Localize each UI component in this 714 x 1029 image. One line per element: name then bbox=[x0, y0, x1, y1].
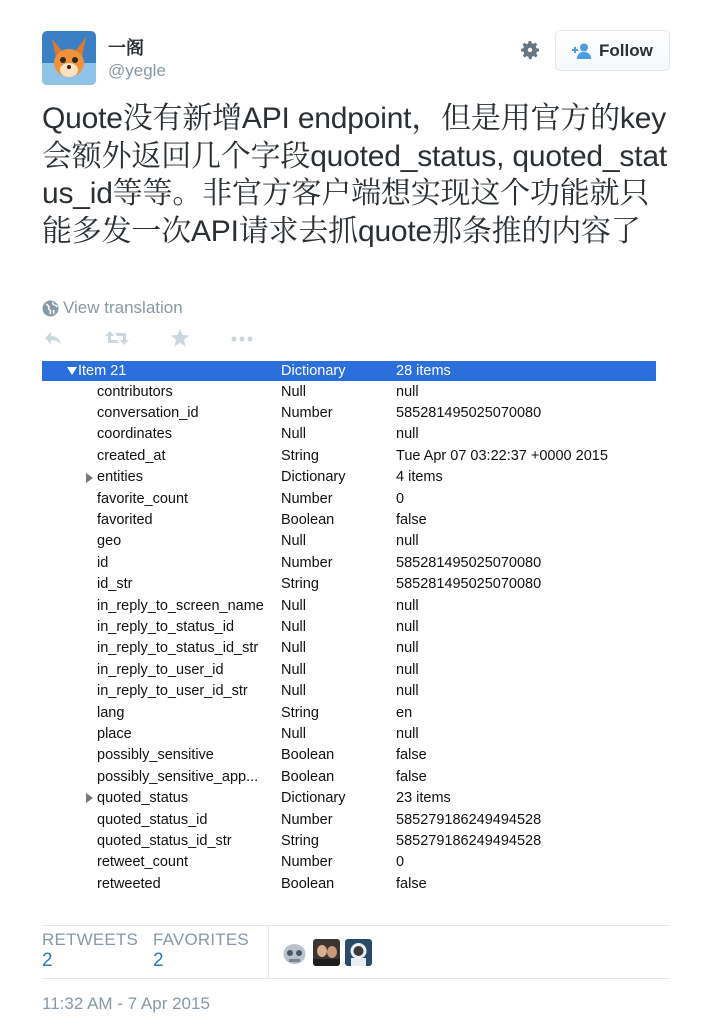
plist-type: Boolean bbox=[281, 747, 335, 764]
plist-key: coordinates bbox=[97, 426, 172, 443]
plist-key: quoted_status_id bbox=[97, 811, 208, 828]
follow-button[interactable] bbox=[555, 30, 670, 71]
plist-key: quoted_status bbox=[97, 790, 189, 807]
plist-row[interactable] bbox=[42, 852, 656, 873]
plist-key: conversation_id bbox=[97, 405, 199, 422]
plist-key: quoted_status_id_str bbox=[97, 832, 232, 849]
disclosure-open-icon bbox=[67, 367, 77, 375]
plist-key: id_str bbox=[97, 576, 133, 593]
plist-key: in_reply_to_user_id_str bbox=[97, 683, 248, 700]
plist-value: null bbox=[396, 533, 419, 550]
plist-key: retweet_count bbox=[97, 854, 189, 871]
reply-icon bbox=[42, 329, 64, 347]
globe-icon bbox=[42, 300, 59, 317]
plist-row[interactable] bbox=[42, 680, 656, 701]
author-avatar[interactable] bbox=[42, 31, 96, 85]
plist-value: 585279186249494528 bbox=[396, 811, 542, 828]
plist-type: Null bbox=[281, 533, 306, 550]
more-icon bbox=[230, 329, 254, 347]
plist-key: in_reply_to_status_id_str bbox=[97, 640, 259, 657]
plist-type: Boolean bbox=[281, 512, 335, 529]
author-screen-name[interactable]: @yegle bbox=[108, 61, 166, 80]
plist-type: Null bbox=[281, 683, 306, 700]
plist-type: String bbox=[281, 576, 319, 593]
plist-row[interactable] bbox=[42, 552, 656, 573]
plist-value: en bbox=[396, 704, 413, 721]
favoriter-avatar[interactable] bbox=[281, 939, 308, 966]
plist-type: Number bbox=[281, 811, 333, 828]
plist-value: false bbox=[396, 512, 427, 529]
favorite-button[interactable] bbox=[170, 329, 190, 347]
plist-value: null bbox=[396, 683, 419, 700]
plist-row[interactable] bbox=[42, 467, 656, 488]
plist-row[interactable] bbox=[42, 809, 656, 830]
plist-key: Item 21 bbox=[78, 363, 127, 379]
plist-value: 585281495025070080 bbox=[396, 576, 542, 593]
plist-row[interactable] bbox=[42, 381, 656, 402]
astronaut-avatar-icon bbox=[345, 939, 372, 966]
plist-row[interactable] bbox=[42, 766, 656, 787]
plist-key: possibly_sensitive_app... bbox=[97, 768, 259, 785]
plist-value: null bbox=[396, 725, 419, 742]
tweet-timestamp: 11:32 AM - 7 Apr 2015 bbox=[42, 994, 210, 1013]
plist-key: contributors bbox=[97, 383, 173, 400]
plist-value: 585281495025070080 bbox=[396, 554, 542, 571]
plist-value: 28 items bbox=[396, 363, 451, 379]
fox-avatar-icon bbox=[42, 31, 96, 85]
plist-type: Null bbox=[281, 725, 306, 742]
plist-value: null bbox=[396, 661, 419, 678]
plist-row[interactable] bbox=[42, 638, 656, 659]
plist-row[interactable] bbox=[42, 509, 656, 530]
plist-row[interactable] bbox=[42, 830, 656, 851]
plist-rows bbox=[42, 381, 656, 894]
follow-label: Follow bbox=[599, 40, 653, 60]
plist-table bbox=[42, 361, 656, 894]
plist-type: String bbox=[281, 832, 319, 849]
view-translation-label: View translation bbox=[63, 298, 183, 317]
plist-key: id bbox=[97, 554, 109, 571]
plist-type: String bbox=[281, 447, 319, 464]
plist-value: Tue Apr 07 03:22:37 +0000 2015 bbox=[396, 447, 608, 464]
plist-type: Dictionary bbox=[281, 363, 346, 379]
favorites-stat[interactable] bbox=[153, 930, 249, 972]
plist-value: null bbox=[396, 597, 419, 614]
plist-key: possibly_sensitive bbox=[97, 747, 214, 764]
retweets-count: 2 bbox=[42, 950, 53, 971]
plist-value: 4 items bbox=[396, 469, 443, 486]
plist-key: favorite_count bbox=[97, 490, 189, 507]
plist-key: lang bbox=[97, 704, 125, 721]
plist-key: created_at bbox=[97, 447, 166, 464]
divider bbox=[42, 925, 670, 926]
retweet-button[interactable] bbox=[104, 329, 130, 347]
plist-type: Number bbox=[281, 405, 333, 422]
plist-value: null bbox=[396, 426, 419, 443]
plist-type: Dictionary bbox=[281, 790, 346, 807]
plist-type: Number bbox=[281, 490, 333, 507]
favoriters-list bbox=[281, 939, 377, 966]
plist-row[interactable] bbox=[42, 702, 656, 723]
favorites-label: FAVORITES bbox=[153, 930, 249, 949]
plist-row[interactable] bbox=[42, 873, 656, 894]
favoriter-avatar[interactable] bbox=[313, 939, 340, 966]
plist-row[interactable] bbox=[42, 595, 656, 616]
plist-row[interactable] bbox=[42, 574, 656, 595]
plist-type: Null bbox=[281, 383, 306, 400]
plist-type: String bbox=[281, 704, 319, 721]
retweets-label: RETWEETS bbox=[42, 930, 139, 949]
plist-header-row[interactable] bbox=[42, 361, 656, 381]
tweet-text: Quote没有新增API endpoint，但是用官方的key会额外返回几个字段quoted_status, quoted_status_id等等。非官方客户端想实现这个功能就只能多发一次API请求去抓quote那条推的内容了 bbox=[42, 102, 667, 248]
plist-key: in_reply_to_user_id bbox=[97, 661, 224, 678]
plist-value: 585279186249494528 bbox=[396, 832, 542, 849]
gear-icon bbox=[518, 38, 542, 62]
plist-row[interactable] bbox=[42, 488, 656, 509]
plist-row[interactable] bbox=[42, 787, 656, 808]
plist-key: retweeted bbox=[97, 875, 161, 892]
plist-value: 585281495025070080 bbox=[396, 405, 542, 422]
more-button[interactable] bbox=[230, 329, 254, 347]
plist-row[interactable] bbox=[42, 445, 656, 466]
plist-row[interactable] bbox=[42, 424, 656, 445]
disclosure-closed-icon[interactable] bbox=[86, 793, 93, 803]
retweets-stat[interactable] bbox=[42, 930, 138, 972]
view-translation-link[interactable] bbox=[42, 298, 183, 318]
plist-key: place bbox=[97, 725, 132, 742]
favorites-count: 2 bbox=[153, 950, 164, 971]
plist-value: 23 items bbox=[396, 790, 451, 807]
person-avatar-icon bbox=[313, 939, 340, 966]
plist-type: Boolean bbox=[281, 875, 335, 892]
plist-type: Null bbox=[281, 661, 306, 678]
plist-row[interactable] bbox=[42, 659, 656, 680]
plist-type: Null bbox=[281, 426, 306, 443]
tweet-actions bbox=[42, 327, 294, 349]
plist-row[interactable] bbox=[42, 531, 656, 552]
disclosure-closed-icon[interactable] bbox=[86, 473, 93, 483]
plist-key: in_reply_to_status_id bbox=[97, 618, 235, 635]
plist-row[interactable] bbox=[42, 745, 656, 766]
plist-value: null bbox=[396, 640, 419, 657]
plist-key: in_reply_to_screen_name bbox=[97, 597, 264, 614]
star-icon bbox=[170, 329, 190, 347]
plist-value: false bbox=[396, 747, 427, 764]
robot-avatar-icon bbox=[281, 939, 308, 966]
divider bbox=[268, 926, 269, 978]
add-user-icon bbox=[569, 42, 591, 60]
retweet-icon bbox=[104, 329, 130, 347]
divider bbox=[42, 978, 670, 979]
plist-key: entities bbox=[97, 469, 143, 486]
plist-type: Dictionary bbox=[281, 469, 346, 486]
plist-key: geo bbox=[97, 533, 122, 550]
plist-type: Number bbox=[281, 854, 333, 871]
settings-button[interactable] bbox=[518, 38, 542, 62]
author-display-name[interactable]: 一阁 bbox=[108, 38, 144, 58]
plist-type: Number bbox=[281, 554, 333, 571]
plist-row[interactable] bbox=[42, 402, 656, 423]
plist-type: Boolean bbox=[281, 768, 335, 785]
plist-value: 0 bbox=[396, 490, 405, 507]
favoriter-avatar[interactable] bbox=[345, 939, 372, 966]
plist-value: null bbox=[396, 383, 419, 400]
plist-type: Null bbox=[281, 618, 306, 635]
plist-value: null bbox=[396, 618, 419, 635]
plist-row[interactable] bbox=[42, 616, 656, 637]
plist-type: Null bbox=[281, 597, 306, 614]
plist-value: false bbox=[396, 875, 427, 892]
plist-value: false bbox=[396, 768, 427, 785]
plist-key: favorited bbox=[97, 512, 153, 529]
plist-row[interactable] bbox=[42, 723, 656, 744]
reply-button[interactable] bbox=[42, 329, 64, 347]
plist-type: Null bbox=[281, 640, 306, 657]
plist-value: 0 bbox=[396, 854, 405, 871]
